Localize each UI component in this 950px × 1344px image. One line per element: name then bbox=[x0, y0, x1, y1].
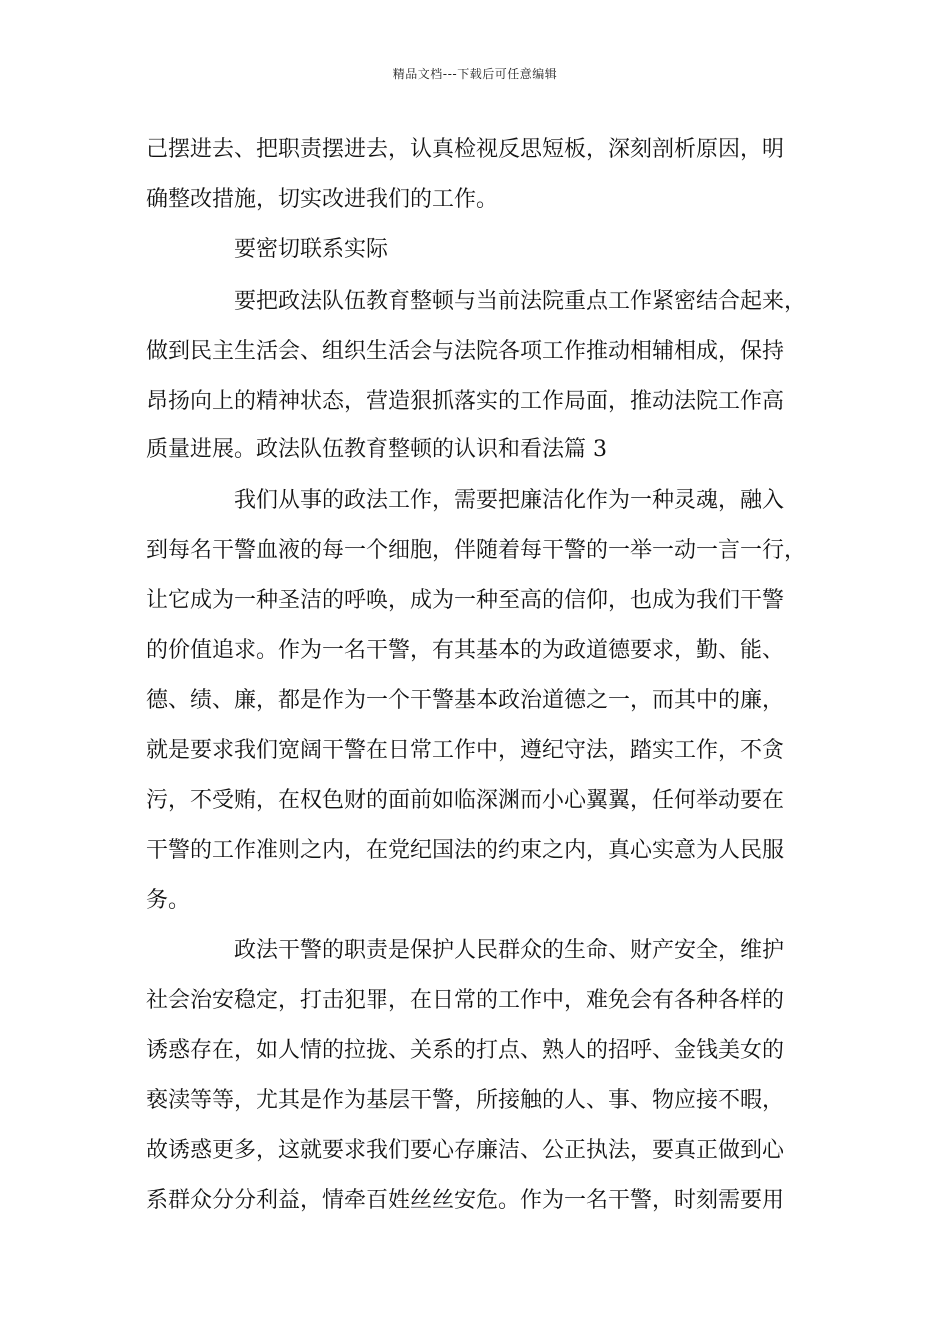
text-line: 让它成为一种圣洁的呼唤，成为一种至高的信仰，也成为我们干警 bbox=[146, 588, 785, 613]
text-line: 社会治安稳定，打击犯罪，在日常的工作中，难免会有各种各样的 bbox=[146, 988, 785, 1013]
text-line: 的价值追求。作为一名干警，有其基本的为政道德要求，勤、能、 bbox=[146, 638, 785, 663]
text-line: 质量进展。政法队伍教育整顿的认识和看法篇 3 bbox=[146, 437, 607, 462]
text-line: 亵渎等等，尤其是作为基层干警，所接触的人、事、物应接不暇， bbox=[146, 1088, 785, 1113]
text-line: 诱惑存在，如人情的拉拢、关系的打点、熟人的招呼、金钱美女的 bbox=[146, 1038, 785, 1063]
text-line: 政法干警的职责是保护人民群众的生命、财产安全，维护 bbox=[234, 938, 785, 963]
text-line: 要把政法队伍教育整顿与当前法院重点工作紧密结合起来， bbox=[234, 289, 807, 314]
text-line: 德、绩、廉，都是作为一个干警基本政治道德之一，而其中的廉， bbox=[146, 688, 785, 713]
text-line: 就是要求我们宽阔干警在日常工作中，遵纪守法，踏实工作，不贪 bbox=[146, 738, 785, 763]
text-line: 到每名干警血液的每一个细胞，伴随着每干警的一举一动一言一行， bbox=[146, 538, 807, 563]
text-line: 故诱惑更多，这就要求我们要心存廉洁、公正执法，要真正做到心 bbox=[146, 1138, 785, 1163]
page-header: 精品文档---下载后可任意编辑 bbox=[392, 67, 558, 81]
text-line: 做到民主生活会、组织生活会与法院各项工作推动相辅相成，保持 bbox=[146, 339, 785, 364]
text-line: 我们从事的政法工作，需要把廉洁化作为一种灵魂，融入 bbox=[234, 488, 785, 513]
text-line: 务。 bbox=[146, 888, 191, 913]
text-line: 昂扬向上的精神状态，营造狠抓落实的工作局面，推动法院工作高 bbox=[146, 389, 785, 414]
text-line: 系群众分分利益，情牵百姓丝丝安危。作为一名干警，时刻需要用 bbox=[146, 1188, 785, 1213]
text-line: 确整改措施，切实改进我们的工作。 bbox=[146, 187, 499, 212]
section-heading: 要密切联系实际 bbox=[234, 237, 389, 262]
text-line: 己摆进去、把职责摆进去，认真检视反思短板，深刻剖析原因，明 bbox=[146, 137, 785, 162]
text-line: 污，不受贿，在权色财的面前如临深渊而小心翼翼，任何举动要在 bbox=[146, 788, 785, 813]
text-line: 干警的工作准则之内，在党纪国法的约束之内，真心实意为人民服 bbox=[146, 838, 785, 863]
